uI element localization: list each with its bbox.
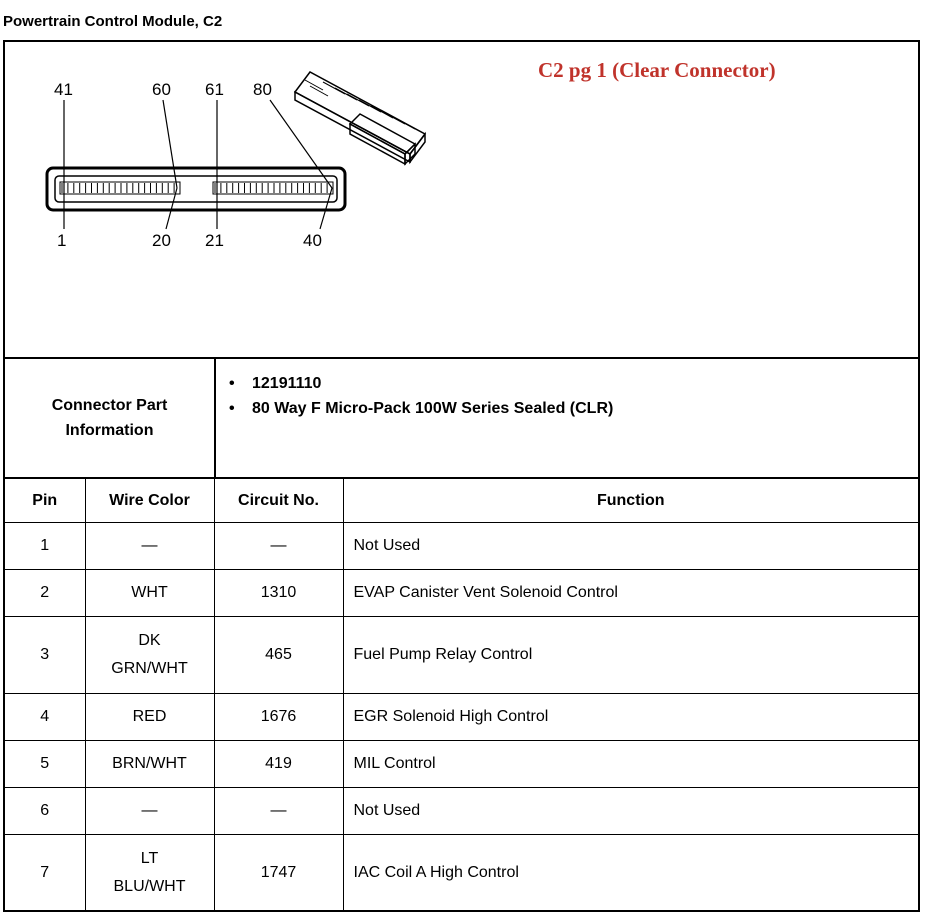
connector-face (47, 168, 345, 210)
circuit-cell: 1747 (214, 835, 343, 912)
info-label-line1: Connector Part (51, 397, 168, 414)
function-cell: Not Used (343, 523, 918, 570)
header-wire-color: Wire Color (85, 479, 214, 523)
circuit-cell: — (214, 788, 343, 835)
wire-color-line1: RED (132, 708, 167, 725)
page-title: Powertrain Control Module, C2 (3, 13, 223, 30)
pin-label-61: 61 (205, 80, 224, 99)
circuit-cell: — (214, 523, 343, 570)
pin-cell: 2 (5, 570, 85, 617)
info-label-line2: Information (65, 422, 154, 439)
table-row (5, 617, 918, 694)
pin-cell: 3 (5, 617, 85, 694)
part-number: • 12191110 (227, 371, 613, 396)
table-header-row (5, 479, 918, 523)
wire-color-line2: BLU/WHT (113, 878, 186, 895)
pin-table (5, 479, 918, 912)
pin-cell: 5 (5, 741, 85, 788)
wire-color-line1: BRN/WHT (112, 755, 187, 772)
circuit-cell: 1676 (214, 694, 343, 741)
pin-label-1: 1 (57, 231, 67, 250)
circuit-cell: 419 (214, 741, 343, 788)
wire-color-cell (85, 788, 214, 835)
wire-color-cell (85, 617, 214, 694)
pin-label-20: 20 (152, 231, 171, 250)
wire-color-line1: DK (138, 632, 161, 649)
connector-annotation: C2 pg 1 (Clear Connector) (538, 58, 776, 82)
wire-color-line1: — (141, 537, 158, 554)
header-function: Function (343, 479, 918, 523)
pin-label-80: 80 (253, 80, 272, 99)
circuit-cell: 465 (214, 617, 343, 694)
connector-drawing (5, 42, 918, 357)
pin-label-60: 60 (152, 80, 171, 99)
table-row (5, 694, 918, 741)
wire-color-line1: WHT (131, 584, 168, 601)
table-row (5, 523, 918, 570)
pin-label-21: 21 (205, 231, 224, 250)
wire-color-line1: LT (140, 850, 159, 867)
table-row (5, 570, 918, 617)
function-cell: MIL Control (343, 741, 918, 788)
pin-cell: 7 (5, 835, 85, 912)
header-circuit-no: Circuit No. (214, 479, 343, 523)
function-cell: IAC Coil A High Control (343, 835, 918, 912)
table-row (5, 788, 918, 835)
wire-color-cell (85, 570, 214, 617)
wire-color-line2: GRN/WHT (111, 660, 188, 677)
pin-cell: 6 (5, 788, 85, 835)
connector-diagram (5, 42, 918, 359)
wire-color-cell (85, 523, 214, 570)
connector-part-information (5, 359, 918, 479)
pin-cell: 1 (5, 523, 85, 570)
pin-cell: 4 (5, 694, 85, 741)
function-cell: Fuel Pump Relay Control (343, 617, 918, 694)
table-row (5, 741, 918, 788)
function-cell: EGR Solenoid High Control (343, 694, 918, 741)
function-cell: EVAP Canister Vent Solenoid Control (343, 570, 918, 617)
pin-label-40: 40 (303, 231, 322, 250)
wire-color-cell (85, 741, 214, 788)
wire-color-cell (85, 835, 214, 912)
function-cell: Not Used (343, 788, 918, 835)
connector-info-label (5, 359, 216, 477)
wire-color-cell (85, 694, 214, 741)
connector-side-view (295, 72, 425, 164)
pin-label-41: 41 (54, 80, 73, 99)
table-row (5, 835, 918, 912)
circuit-cell: 1310 (214, 570, 343, 617)
connector-description: • 80 Way F Micro-Pack 100W Series Sealed (CLR) (227, 396, 613, 421)
header-pin: Pin (5, 479, 85, 523)
wire-color-line1: — (141, 802, 158, 819)
connector-info-list (227, 371, 613, 421)
connector-document (3, 40, 920, 912)
